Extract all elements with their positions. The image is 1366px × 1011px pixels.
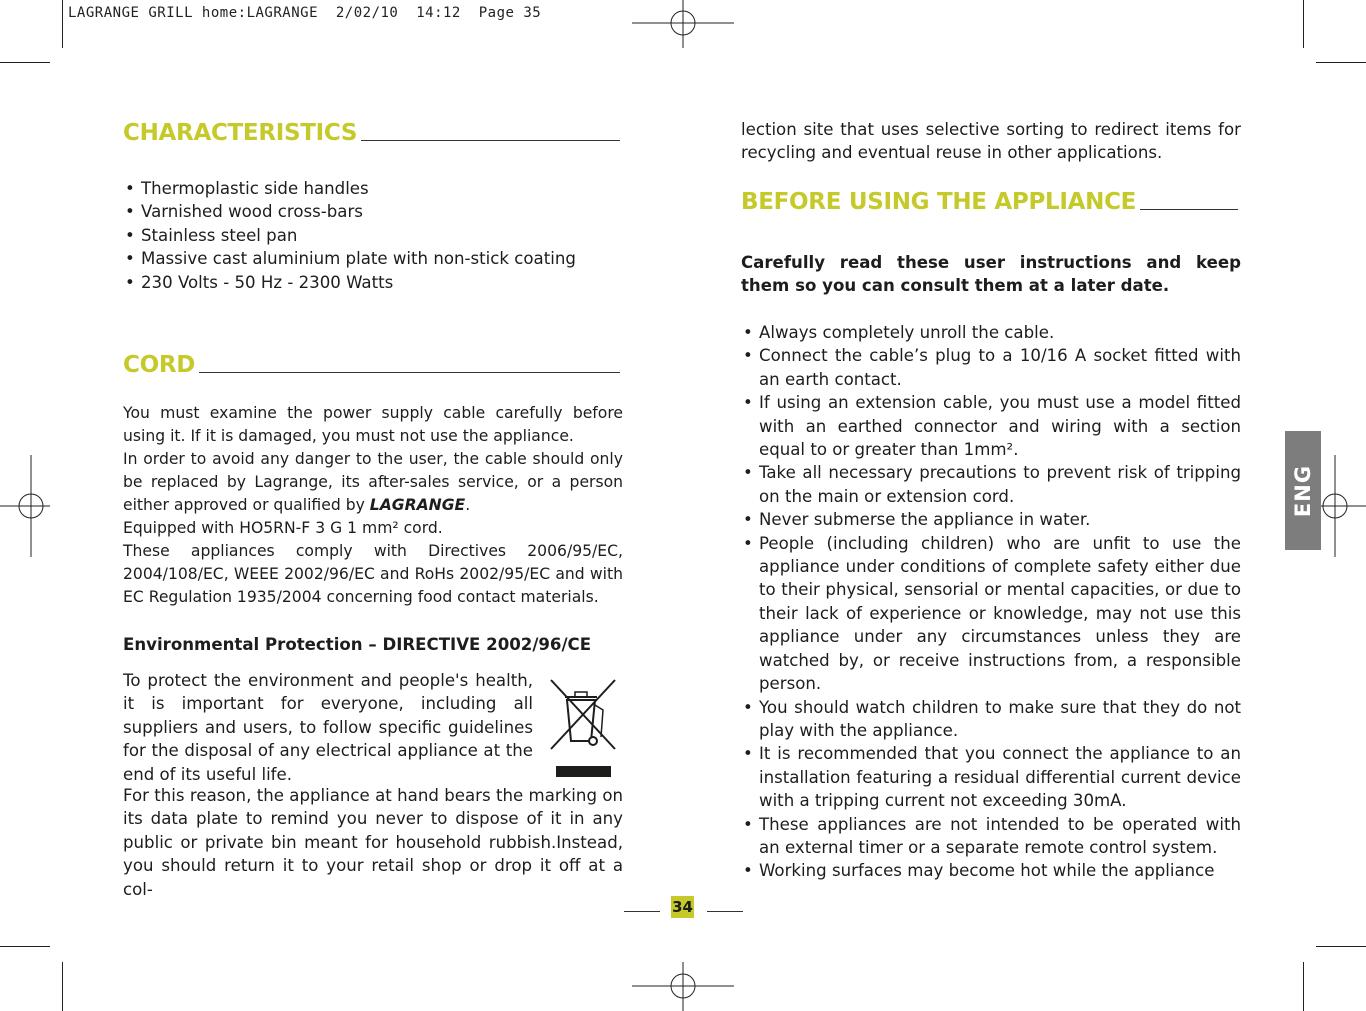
before-using-heading — [741, 189, 1238, 215]
list-item: • Connect the cable’s plug to a 10/16 A socket fitted with an earth contact. — [741, 344, 1241, 391]
registration-mark-icon — [632, 962, 734, 1011]
crop-mark — [62, 0, 63, 48]
cord-heading — [123, 352, 620, 378]
page-number: 34 — [672, 898, 693, 916]
print-slug: LAGRANGE GRILL home:LAGRANGE 2/02/10 14:12 Page 35 — [68, 5, 542, 21]
characteristics-list — [123, 177, 623, 294]
crossed-out-wheelie-bin-icon — [545, 677, 620, 780]
list-item: • You should watch children to make sure that they do not play with the appliance. — [741, 696, 1241, 743]
language-tab — [1285, 431, 1321, 550]
cord-paragraph: These appliances comply with Directives 2006/95/EC, 2004/108/EC, WEEE 2002/96/EC and RoHs 2002/95/EC and with EC Regulation 1935/2004 concerning food contact materials. — [123, 542, 623, 606]
list-item: • Stainless steel pan — [123, 224, 623, 247]
intro-paragraph: Carefully read these user instructions and keep them so you can consult them at a later date. — [741, 253, 1241, 296]
list-item: • Working surfaces may become hot while the appliance — [741, 859, 1241, 882]
list-item: • If using an extension cable, you must use a model fitted with an earthed connector and wiring with a section equal to or greater than 1mm². — [741, 391, 1241, 461]
cord-paragraph: You must examine the power supply cable carefully before using it. If it is damaged, you must not use the appliance. — [123, 404, 623, 445]
language-tab-label: ENG — [1291, 464, 1316, 517]
list-item: • People (including children) who are unfit to use the appliance under conditions of complete safety either due to their physical, sensorial or mental capacities, or due to their lack of experience or knowledge, may not use this appliance under any circumstances unless they are watched by, or receive instructions from, a responsible person. — [741, 532, 1241, 696]
crop-mark — [1303, 0, 1304, 48]
crop-mark — [1316, 946, 1366, 947]
list-item: • Massive cast aluminium plate with non-stick coating — [123, 247, 623, 270]
list-item: • Never submerse the appliance in water. — [741, 508, 1241, 531]
safety-list — [741, 321, 1241, 883]
list-item: • Take all necessary precautions to prevent risk of tripping on the main or extension cord. — [741, 461, 1241, 508]
crop-mark — [0, 946, 50, 947]
crop-mark — [0, 62, 50, 63]
list-item: • Varnished wood cross-bars — [123, 200, 623, 223]
cord-paragraph: Equipped with HO5RN-F 3 G 1 mm² cord. — [123, 519, 443, 537]
registration-mark-icon — [0, 455, 50, 557]
crop-mark — [1316, 62, 1366, 63]
list-item: • 230 Volts - 50 Hz - 2300 Watts — [123, 271, 623, 294]
environment-paragraph: To protect the environment and people's health, it is important for everyone, including all suppliers and users, to follow specific guidelines for the disposal of any electrical appliance at the end of its useful life. — [123, 671, 533, 784]
cord-title: CORD — [123, 352, 196, 378]
list-item: • It is recommended that you connect the appliance to an installation featuring a residual differential current device with a tripping current not exceeding 30mA. — [741, 742, 1241, 812]
crop-mark — [1303, 962, 1304, 1011]
environment-title: Environmental Protection – DIRECTIVE 2002/96/CE — [123, 635, 592, 654]
environment-paragraph: For this reason, the appliance at hand bears the marking on its data plate to remind you never to dispose of it in any public or private bin meant for household rubbish.Instead, you should return it to your retail shop or drop it off at a col- — [123, 786, 623, 899]
list-item: • Always completely unroll the cable. — [741, 321, 1241, 344]
before-using-title: BEFORE USING THE APPLIANCE — [741, 189, 1137, 215]
list-item: • Thermoplastic side handles — [123, 177, 623, 200]
page-number-rule — [624, 911, 660, 912]
registration-mark-icon — [632, 0, 734, 48]
list-item: • These appliances are not intended to be operated with an external timer or a separate remote control system. — [741, 813, 1241, 860]
cord-paragraph: In order to avoid any danger to the user, the cable should only be replaced by Lagrange, its after-sales service, or a person either approved or qualified by LAGRANGE. — [123, 450, 623, 514]
continuation-paragraph: lection site that uses selective sorting to redirect items for recycling and eventual reuse in other applications. — [741, 120, 1241, 163]
heading-rule — [361, 140, 620, 141]
characteristics-title: CHARACTERISTICS — [123, 120, 358, 146]
brand-name: LAGRANGE — [369, 496, 466, 514]
characteristics-heading — [123, 120, 620, 146]
page-number-rule — [707, 911, 743, 912]
crop-mark — [62, 962, 63, 1011]
cord-text — [123, 402, 623, 609]
heading-rule — [199, 372, 620, 373]
registration-mark-icon — [1316, 455, 1366, 557]
heading-rule — [1140, 209, 1238, 210]
